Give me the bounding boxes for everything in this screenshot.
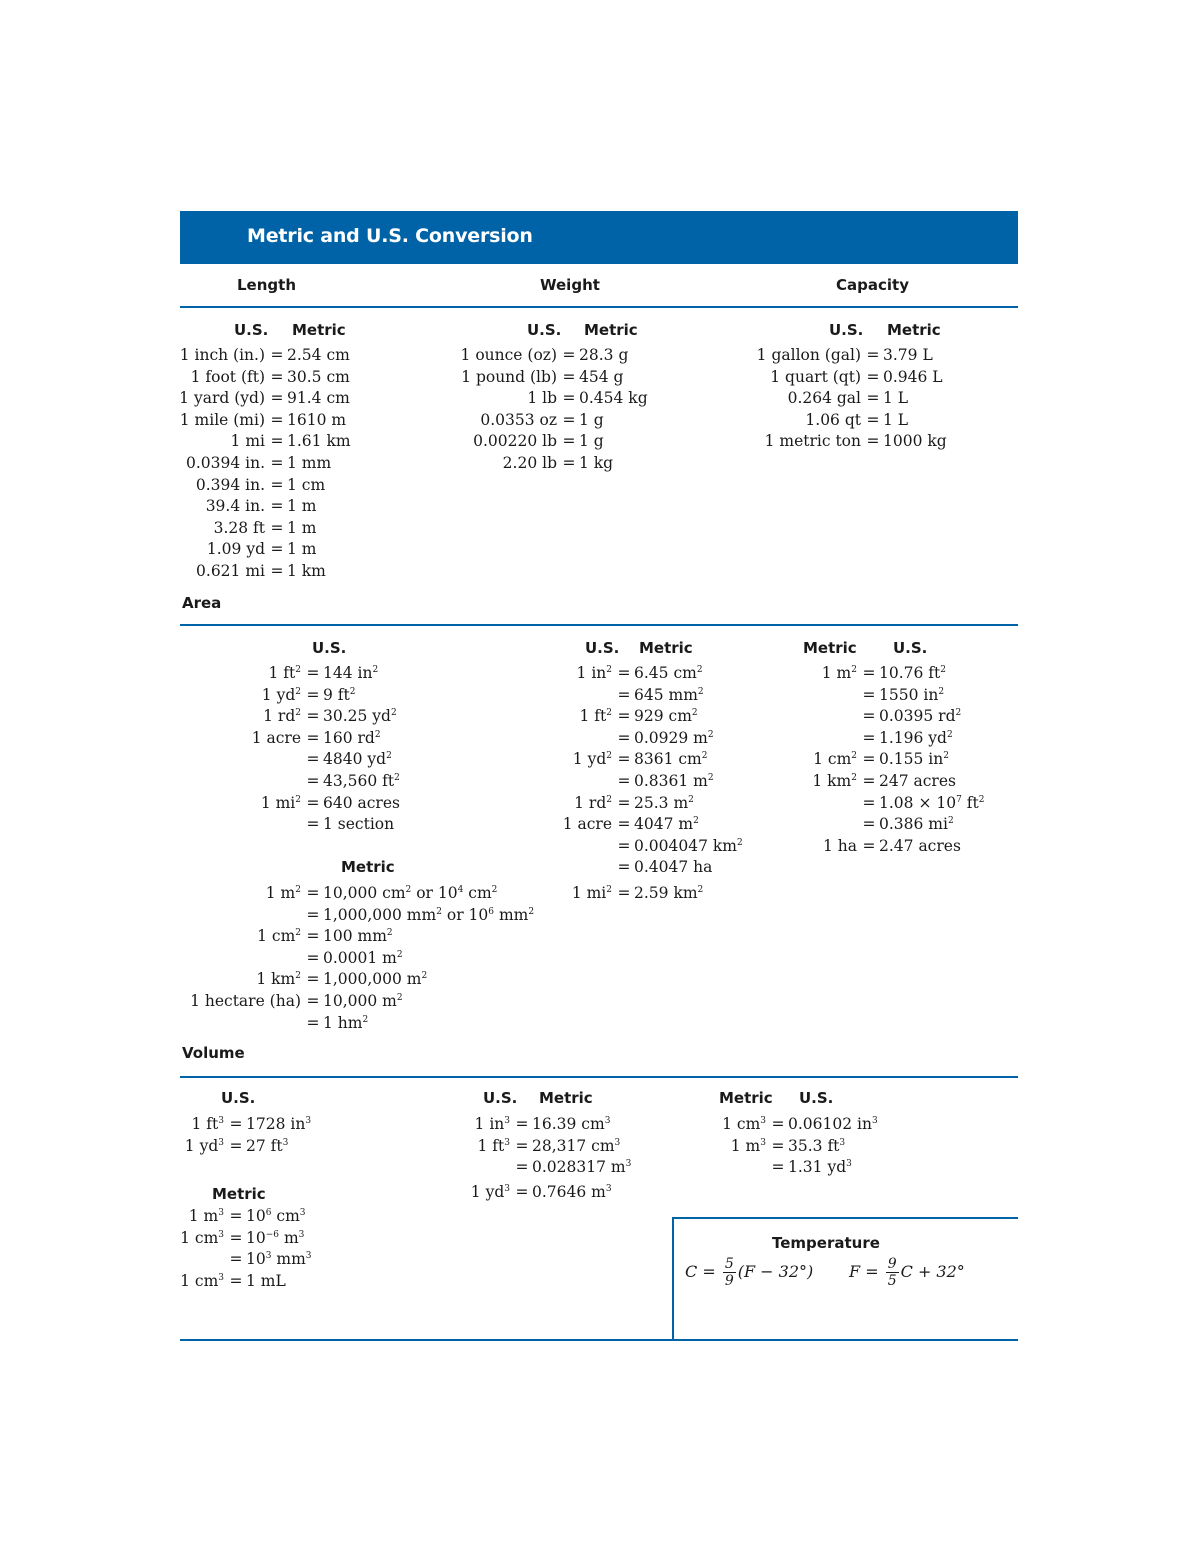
volume-us-label: U.S.	[221, 1089, 256, 1107]
rule-top	[180, 306, 1018, 308]
volume-metric-us-us-label: U.S.	[799, 1089, 834, 1107]
conversion-left: 1 $cm^2$	[813, 750, 857, 769]
fahrenheit-fraction-numerator: 9	[887, 1256, 897, 1272]
conversion-left: 1 lb	[527, 389, 557, 408]
conversion-left: 1 acre	[562, 815, 612, 834]
conversion-right: 645 $mm^2$	[634, 685, 704, 704]
conversion-right: 30.25 $yd^2$	[323, 707, 397, 726]
conversion-left: 1 $ft^2$	[579, 707, 612, 726]
conversion-right: 0.004047 $km^2$	[634, 836, 743, 855]
conversion-right: 0.4047 ha	[634, 858, 713, 877]
conversion-right: 0.155 $in^2$	[879, 750, 949, 769]
equals-sign: =	[562, 453, 576, 472]
conversion-left: 1 gallon (gal)	[756, 346, 861, 364]
conversion-left: 1 inch (in.)	[179, 346, 265, 364]
conversion-left: 1 foot (ft)	[190, 367, 265, 386]
equals-sign: =	[270, 410, 284, 429]
conversion-left: 1 $cm^3$	[180, 1228, 224, 1247]
equals-sign: =	[562, 432, 576, 451]
conversion-right: 1.31 $yd^3$	[788, 1158, 852, 1177]
temperature-box-top-rule	[672, 1217, 1018, 1219]
conversion-left: 1 $km^2$	[812, 771, 857, 790]
conversion-right: 2.54 cm	[287, 346, 350, 364]
conversion-right: 454 g	[579, 367, 624, 386]
conversion-left: 1 $m^3$	[188, 1207, 224, 1225]
equals-sign: =	[306, 771, 320, 790]
equals-sign: =	[562, 367, 576, 386]
equals-sign: =	[306, 1013, 320, 1032]
conversion-left: 1 $yd^3$	[184, 1136, 224, 1155]
conversion-left: 1 $cm^3$	[722, 1115, 766, 1133]
conversion-right: 160 $rd^2$	[323, 728, 381, 747]
equals-sign: =	[562, 389, 576, 408]
conversion-right: 28,317 $cm^3$	[532, 1136, 621, 1155]
fahrenheit-formula	[849, 1257, 965, 1288]
conversion-left: 1 acre	[251, 728, 301, 747]
conversion-right: 144 $in^2$	[323, 664, 379, 682]
temperature-header: Temperature	[772, 1234, 880, 1252]
equals-sign: =	[229, 1115, 243, 1133]
celsius-fraction-denominator: 9	[724, 1273, 734, 1289]
equals-sign: =	[306, 685, 320, 704]
conversion-right: 1.61 km	[287, 432, 351, 451]
equals-sign: =	[270, 475, 284, 494]
conversion-right: 0.8361 $m^2$	[634, 771, 714, 790]
area-metric-label: Metric	[341, 858, 395, 876]
equals-sign: =	[866, 367, 880, 386]
conversion-right: 10,000 $cm^2$ or $10^4$ $cm^2$	[323, 884, 498, 902]
conversion-left: 3.28 ft	[213, 518, 265, 537]
equals-sign: =	[306, 905, 320, 924]
capacity-header: Capacity	[836, 276, 909, 294]
conversion-right: 0.06102 $in^3$	[788, 1115, 878, 1133]
equals-sign: =	[617, 664, 631, 682]
conversion-right: 4047 $m^2$	[634, 815, 699, 834]
conversion-right: 1610 m	[287, 410, 347, 429]
fahrenheit-fraction	[886, 1257, 899, 1288]
conversion-left: 0.00220 lb	[473, 432, 557, 451]
conversion-left: 1 $yd^3$	[470, 1183, 510, 1201]
conversion-left: 1 ounce (oz)	[460, 346, 557, 364]
conversion-left: 1 $rd^2$	[263, 707, 301, 726]
equals-sign: =	[862, 707, 876, 726]
conversion-left: 0.0394 in.	[185, 453, 265, 472]
equals-sign: =	[270, 389, 284, 408]
conversion-right: 1 L	[883, 389, 909, 408]
conversion-right: $1.08 \times 10^7$ $ft^2$	[879, 793, 985, 812]
conversion-left: 0.264 gal	[787, 389, 861, 408]
conversion-right: 1728 $in^3$	[246, 1115, 312, 1133]
equals-sign: =	[306, 970, 320, 989]
conversion-left: 1 $cm^2$	[257, 927, 301, 946]
fahrenheit-fraction-denominator: 5	[887, 1273, 897, 1289]
conversion-right: 1 km	[287, 561, 326, 580]
conversion-left: 1.06 qt	[805, 410, 861, 429]
equals-sign: =	[270, 540, 284, 559]
area-metric-us-us-label: U.S.	[893, 639, 928, 657]
conversion-left: 1 yard (yd)	[179, 389, 265, 408]
conversion-left: 1.09 yd	[206, 540, 265, 559]
conversion-left: 1 $ft^3$	[191, 1115, 224, 1133]
conversion-right: 1 m	[287, 518, 317, 537]
conversion-right: 2.47 acres	[879, 836, 961, 855]
conversion-right: $10^6$ $cm^3$	[246, 1207, 306, 1225]
conversion-right: 1 m	[287, 497, 317, 516]
equals-sign: =	[617, 750, 631, 769]
conversion-right: 1 $hm^2$	[323, 1013, 369, 1032]
equals-sign: =	[229, 1250, 243, 1269]
conversion-right: $10^{-6}$ $m^3$	[246, 1228, 305, 1247]
length-metric-label: Metric	[292, 321, 346, 339]
conversion-left: 1 $in^3$	[474, 1115, 510, 1133]
conversion-right: 91.4 cm	[287, 389, 350, 408]
conversion-right: 1 section	[323, 815, 395, 834]
conversion-left: 1 mi	[230, 432, 265, 451]
equals-sign: =	[562, 410, 576, 429]
equals-sign: =	[515, 1136, 529, 1155]
conversion-left: 1 mile (mi)	[179, 410, 265, 429]
equals-sign: =	[515, 1115, 529, 1133]
conversion-left: 0.0353 oz	[480, 410, 557, 429]
equals-sign: =	[270, 453, 284, 472]
equals-sign: =	[562, 346, 576, 364]
conversion-right: 1,000,000 $m^2$	[323, 970, 428, 989]
equals-sign: =	[306, 815, 320, 834]
celsius-fraction-numerator: 5	[724, 1256, 734, 1272]
conversion-right: 1550 $in^2$	[879, 685, 945, 704]
conversion-right: 10.76 $ft^2$	[879, 664, 947, 682]
temperature-box-left-rule	[672, 1217, 674, 1341]
conversion-right: 0.0001 $m^2$	[323, 948, 403, 967]
conversion-right: 0.7646 $m^3$	[532, 1183, 612, 1201]
volume-metric-us-metric-label: Metric	[719, 1089, 773, 1107]
page-title: Metric and U.S. Conversion	[247, 225, 533, 247]
equals-sign: =	[306, 948, 320, 967]
equals-sign: =	[515, 1158, 529, 1177]
length-header: Length	[237, 276, 296, 294]
conversion-left: 1 $rd^2$	[574, 793, 612, 812]
conversion-right: 3.79 L	[883, 346, 933, 364]
conversion-right: 2.59 $km^2$	[634, 884, 704, 902]
area-us-label: U.S.	[312, 639, 347, 657]
equals-sign: =	[229, 1271, 243, 1290]
conversion-left: 1 $m^3$	[730, 1136, 766, 1155]
equals-sign: =	[306, 884, 320, 902]
fahrenheit-formula-rhs: C + 32°	[900, 1262, 965, 1281]
conversion-left: 1 $ft^3$	[477, 1136, 510, 1155]
equals-sign: =	[771, 1115, 785, 1133]
equals-sign: =	[270, 561, 284, 580]
conversion-right: 27 $ft^3$	[246, 1136, 289, 1155]
celsius-formula-rhs: (F − 32°)	[737, 1262, 814, 1281]
volume-us-metric-us-label: U.S.	[483, 1089, 518, 1107]
conversion-right: 1 g	[579, 410, 604, 429]
equals-sign: =	[270, 432, 284, 451]
rule-bottom	[180, 1339, 1018, 1341]
conversion-left: 2.20 lb	[502, 453, 557, 472]
conversion-left: 1 $km^2$	[256, 970, 301, 989]
conversion-right: 0.946 L	[883, 367, 943, 386]
equals-sign: =	[306, 750, 320, 769]
conversion-right: 0.0395 $rd^2$	[879, 707, 962, 726]
conversion-right: 0.028317 $m^3$	[532, 1158, 632, 1177]
equals-sign: =	[866, 410, 880, 429]
conversion-right: 9 $ft^2$	[323, 685, 356, 704]
conversion-left: 1 pound (lb)	[461, 367, 557, 386]
length-us-label: U.S.	[234, 321, 269, 339]
conversion-right: 1 cm	[287, 475, 326, 494]
equals-sign: =	[862, 793, 876, 812]
conversion-left: 1 metric ton	[764, 432, 861, 451]
equals-sign: =	[617, 707, 631, 726]
equals-sign: =	[617, 815, 631, 834]
conversion-right: 1 m	[287, 540, 317, 559]
conversion-right: 43,560 $ft^2$	[323, 771, 400, 790]
conversion-left: 1 $cm^3$	[180, 1271, 224, 1290]
weight-metric-label: Metric	[584, 321, 638, 339]
equals-sign: =	[617, 771, 631, 790]
conversion-right: 1 g	[579, 432, 604, 451]
conversion-left: 1 $m^2$	[821, 664, 857, 682]
conversion-right: 16.39 $cm^3$	[532, 1115, 611, 1133]
equals-sign: =	[270, 518, 284, 537]
conversion-left: 1 $m^2$	[265, 884, 301, 902]
celsius-formula	[685, 1257, 813, 1288]
conversion-left: 1 $in^2$	[576, 664, 612, 682]
fahrenheit-formula-lhs: F =	[849, 1262, 879, 1281]
conversion-right: 30.5 cm	[287, 367, 350, 386]
conversion-right: 247 acres	[879, 771, 956, 790]
conversion-right: 25.3 $m^2$	[634, 793, 694, 812]
conversion-right: 929 $cm^2$	[634, 707, 698, 726]
conversion-right: 10,000 $m^2$	[323, 991, 403, 1010]
celsius-fraction	[723, 1257, 736, 1288]
equals-sign: =	[617, 728, 631, 747]
rule-area	[180, 624, 1018, 626]
area-us-metric-metric-label: Metric	[639, 639, 693, 657]
equals-sign: =	[229, 1207, 243, 1225]
conversion-right: 1.196 $yd^2$	[879, 728, 953, 747]
conversion-right: 1 mL	[246, 1271, 286, 1290]
conversion-right: 8361 $cm^2$	[634, 750, 708, 769]
equals-sign: =	[866, 346, 880, 364]
conversion-left: 1 $yd^2$	[572, 750, 612, 769]
celsius-formula-lhs: C =	[685, 1262, 716, 1281]
conversion-right: 1 mm	[287, 453, 332, 472]
equals-sign: =	[862, 836, 876, 855]
conversion-right: 0.0929 $m^2$	[634, 728, 714, 747]
rule-volume	[180, 1076, 1018, 1078]
equals-sign: =	[862, 750, 876, 769]
conversion-left: 39.4 in.	[205, 497, 265, 516]
conversion-right: 0.386 $mi^2$	[879, 815, 954, 834]
equals-sign: =	[229, 1136, 243, 1155]
equals-sign: =	[306, 728, 320, 747]
conversion-right: 1000 kg	[883, 432, 947, 451]
equals-sign: =	[306, 927, 320, 946]
equals-sign: =	[617, 836, 631, 855]
equals-sign: =	[617, 685, 631, 704]
equals-sign: =	[862, 685, 876, 704]
weight-us-label: U.S.	[527, 321, 562, 339]
conversion-left: 1 ha	[822, 836, 857, 855]
equals-sign: =	[270, 367, 284, 386]
area-us-metric-us-label: U.S.	[585, 639, 620, 657]
conversion-right: 100 $mm^2$	[323, 927, 393, 946]
volume-header: Volume	[182, 1044, 245, 1062]
equals-sign: =	[862, 771, 876, 790]
equals-sign: =	[306, 707, 320, 726]
equals-sign: =	[515, 1183, 529, 1201]
title-banner	[180, 211, 1018, 264]
weight-header: Weight	[540, 276, 600, 294]
conversion-left: 1 $mi^2$	[571, 884, 612, 902]
conversion-right: 28.3 g	[579, 346, 629, 364]
conversion-left: 0.394 in.	[195, 475, 265, 494]
conversion-left: 1 $ft^2$	[268, 664, 301, 682]
conversion-left: 0.621 mi	[196, 561, 265, 580]
equals-sign: =	[617, 793, 631, 812]
conversion-left: 1 $mi^2$	[260, 793, 301, 812]
conversion-right: 35.3 $ft^3$	[788, 1136, 846, 1155]
equals-sign: =	[270, 346, 284, 364]
capacity-metric-label: Metric	[887, 321, 941, 339]
equals-sign: =	[866, 389, 880, 408]
equals-sign: =	[270, 497, 284, 516]
equals-sign: =	[862, 728, 876, 747]
volume-metric-label: Metric	[212, 1185, 266, 1203]
conversion-right: $10^3$ $mm^3$	[246, 1250, 312, 1269]
volume-us-metric-metric-label: Metric	[539, 1089, 593, 1107]
equals-sign: =	[617, 884, 631, 902]
equals-sign: =	[771, 1136, 785, 1155]
equals-sign: =	[306, 991, 320, 1010]
capacity-us-label: U.S.	[829, 321, 864, 339]
conversion-left: 1 hectare (ha)	[190, 991, 301, 1010]
conversion-right: 4840 $yd^2$	[323, 750, 392, 769]
equals-sign: =	[229, 1228, 243, 1247]
equals-sign: =	[306, 793, 320, 812]
conversion-left: 1 quart (qt)	[770, 367, 861, 386]
equals-sign: =	[617, 858, 631, 877]
conversion-right: 0.454 kg	[579, 389, 648, 408]
conversion-left: 1 $yd^2$	[261, 685, 301, 704]
equals-sign: =	[771, 1158, 785, 1177]
equals-sign: =	[866, 432, 880, 451]
area-metric-us-metric-label: Metric	[803, 639, 857, 657]
conversion-right: 1,000,000 $mm^2$ or $10^6$ $mm^2$	[323, 905, 535, 924]
conversion-right: 640 acres	[323, 793, 400, 812]
conversion-right: 6.45 $cm^2$	[634, 664, 703, 682]
area-header: Area	[182, 594, 222, 612]
conversion-right: 1 L	[883, 410, 909, 429]
equals-sign: =	[862, 815, 876, 834]
equals-sign: =	[306, 664, 320, 682]
equals-sign: =	[862, 664, 876, 682]
conversion-right: 1 kg	[579, 453, 614, 472]
